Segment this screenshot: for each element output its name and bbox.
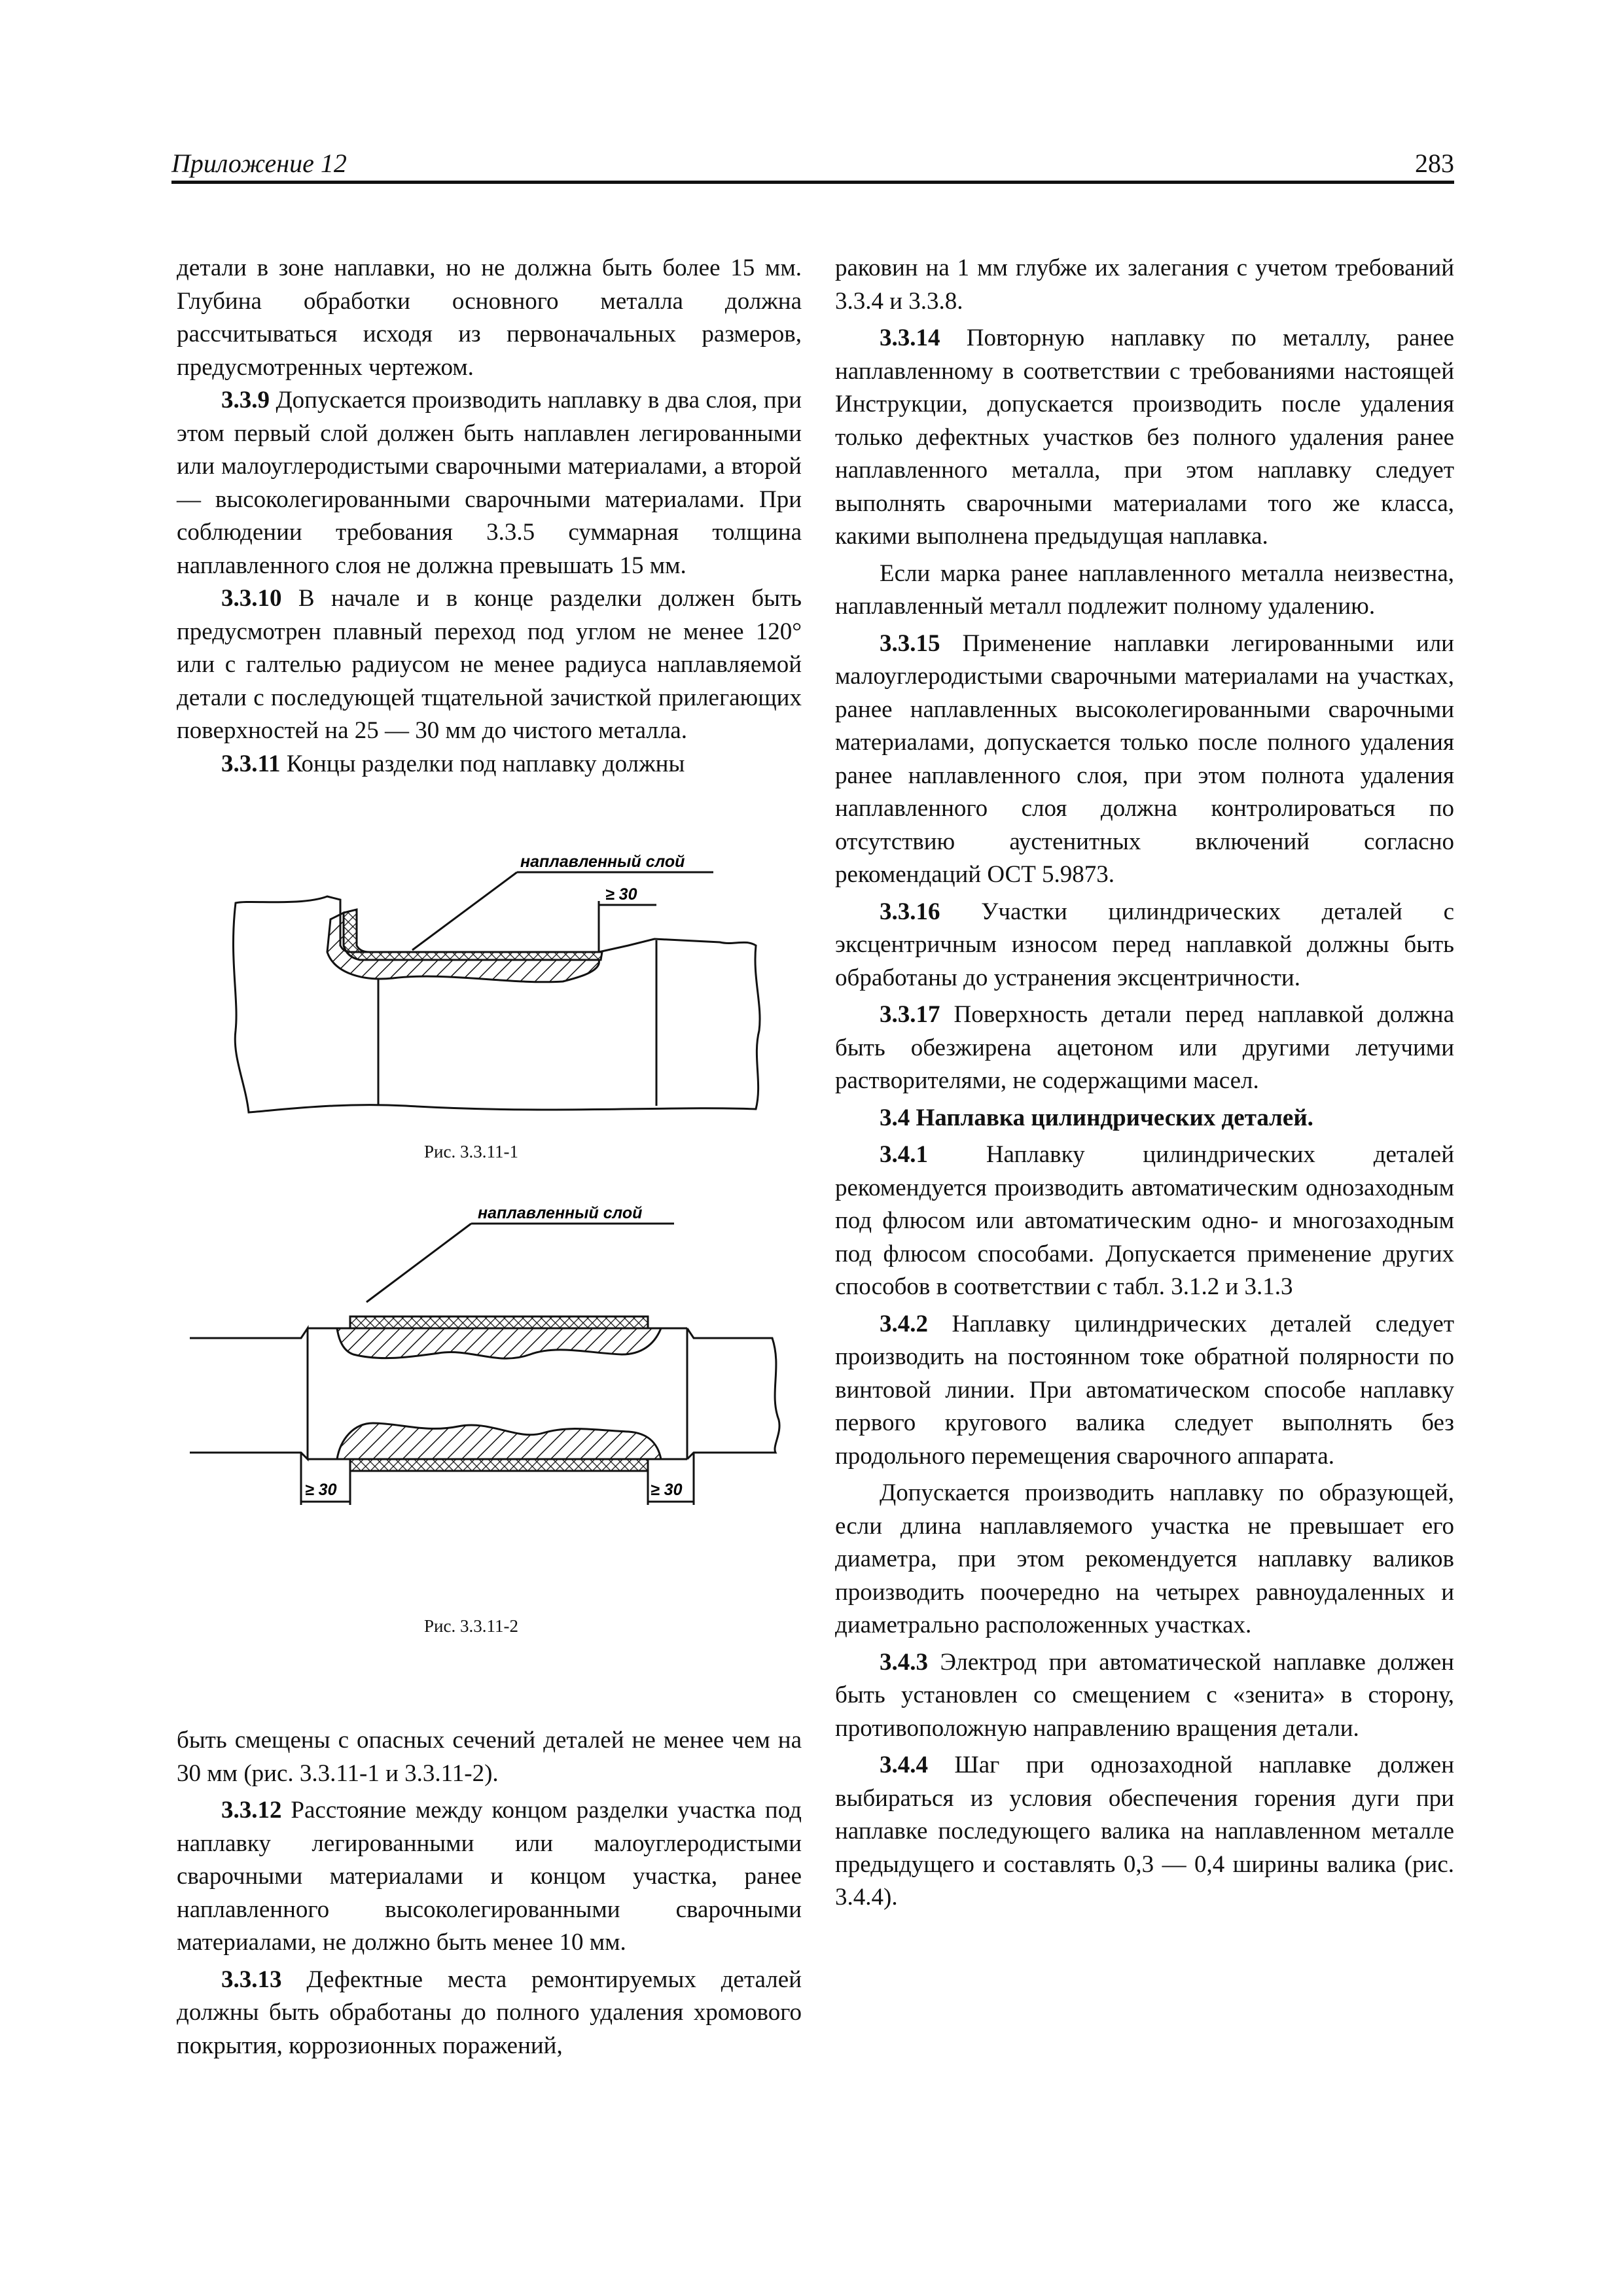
paragraph-3-3-9: 3.3.9 Допускается производить наплавку в два слоя, при этом первый слой должен быть наплавлен легированными или малоуглеродистыми сварочными материалами, а второй — высоколегированными сварочными материалами. При соблюдении требования 3.3.5 суммарная толщина наплавленного слоя не должна превышать 15 мм. — [177, 387, 802, 579]
paragraph-3-4-3: 3.4.3 Электрод при автоматической наплавке должен быть установлен со смещением с «зенита» в сторону, противоположную направлению вращения детали. — [835, 1648, 1454, 1742]
paragraph: Если марка ранее наплавленного металла неизвестна, наплавленный металл подлежит полному удалению. — [835, 559, 1454, 620]
paragraph: Допускается производить наплавку по образующей, если длина наплавляемого участка не превышает его диаметра, при этом рекомендуется наплавку валиков производить поочередно на четырех равноудаленных и диаметрально расположенных участках. — [835, 1479, 1454, 1638]
label-deposited-layer: наплавленный слой — [520, 853, 685, 871]
shaft-left — [190, 1328, 308, 1459]
left-column-bottom — [177, 1724, 802, 2062]
dimension-label-right: ≥ 30 — [651, 1481, 683, 1499]
paragraph-3-3-16: 3.3.16 Участки цилиндрических деталей с эксцентричным износом перед наплавкой должны быть обработаны до устранения эксцентричности. — [835, 898, 1454, 991]
paragraph-3-3-12: 3.3.12 Расстояние между концом разделки участка под наплавку легированными или малоуглеродистыми сварочными материалами и концом участка, ранее наплавленного высоколегированными сварочными материалами, не должно быть менее 10 мм. — [177, 1797, 802, 1956]
hatched-zone-top — [337, 1328, 661, 1358]
shaft-right — [687, 1328, 779, 1459]
paragraph-3-3-15: 3.3.15 Применение наплавки легированными или малоуглеродистыми сварочными материалами на участках, ранее наплавленных высоколегированными сварочными материалами, допускается только после полного удаления ранее наплавленного слоя, при этом полнота удаления наплавленного слоя должна контролироваться по отсутствию аустенитных включений согласно рекомендаций ОСТ 5.9873. — [835, 629, 1454, 888]
label-deposited-layer: наплавленный слой — [478, 1204, 643, 1222]
hatched-zone — [327, 913, 599, 982]
paragraph-3-3-17: 3.3.17 Поверхность детали перед наплавкой должна быть обезжирена ацетоном или другими летучими растворителями, не содержащими масел. — [835, 1001, 1454, 1094]
page-number: 283 — [1415, 149, 1454, 178]
dimension-label: ≥ 30 — [605, 885, 637, 904]
page-header — [171, 145, 1454, 184]
dimension-label-left: ≥ 30 — [305, 1481, 337, 1499]
paragraph-3-3-11: 3.3.11 Концы разделки под наплавку должны — [221, 750, 685, 777]
hatched-zone-bottom — [337, 1423, 661, 1459]
figure-3-3-11-1 — [209, 847, 798, 1135]
part-outline — [233, 896, 760, 1112]
paragraph-3-4-2: 3.4.2 Наплавку цилиндрических деталей следует производить на постоянном токе обратной полярности по винтовой линии. При автоматическом способе наплавку первого кругового валика следует выполнять без продольного перемещения сварочного аппарата. — [835, 1310, 1454, 1470]
left-column-top — [177, 252, 802, 781]
paragraph-3-3-14: 3.3.14 Повторную наплавку по металлу, ранее наплавленному в соответствии с требованиями настоящей Инструкции, допускается производить после удаления только дефектных участков без полного удаления ранее наплавленного металла, при этом наплавку следует выполнять сварочными материалами того же класса, какими выполнена предыдущая наплавка. — [835, 325, 1454, 550]
running-title: Приложение 12 — [171, 149, 347, 178]
paragraph-3-4-1: 3.4.1 Наплавку цилиндрических деталей рекомендуется производить автоматическим однозаходным под флюсом или автоматическим одно- и многозаходным под флюсом способами. Допускается применение других способов в соответствии с табл. 3.1.2 и 3.1.3 — [835, 1141, 1454, 1300]
paragraph: детали в зоне наплавки, но не должна быть более 15 мм. Глубина обработки основного металла должна рассчитываться исходя из первоначальных размеров, предусмотренных чертежом. — [177, 255, 802, 381]
section-heading-3-4: 3.4 Наплавка цилиндрических деталей. — [880, 1104, 1313, 1131]
right-column — [835, 252, 1454, 1915]
paragraph-3-3-10: 3.3.10 В начале и в конце разделки должен быть предусмотрен плавный переход под углом не менее 120° или с галтелью радиусом не менее радиуса наплавляемой детали с последующей тщательной зачисткой прилегающих поверхностей на 25 — 30 мм до чистого металла. — [177, 585, 802, 744]
paragraph: раковин на 1 мм глубже их залегания с учетом требований 3.3.4 и 3.3.8. — [835, 255, 1454, 315]
figure-caption: Рис. 3.3.11-2 — [424, 1616, 518, 1636]
deposited-layer-top — [350, 1316, 648, 1328]
deposited-layer-bottom — [350, 1459, 648, 1471]
paragraph-3-4-4: 3.4.4 Шаг при однозаходной наплавке должен выбираться из условия обеспечения горения дуги при наплавке последующего валика на наплавленном металле предыдущего и составлять 0,3 — 0,4 ширины валика (рис. 3.4.4). — [835, 1752, 1454, 1911]
deposited-layer — [344, 910, 602, 960]
figure-caption: Рис. 3.3.11-1 — [424, 1142, 518, 1161]
paragraph-3-3-13: 3.3.13 Дефектные места ремонтируемых деталей должны быть обработаны до полного удаления хромового покрытия, коррозионных поражений, — [177, 1966, 802, 2059]
paragraph: быть смещены с опасных сечений деталей не менее чем на 30 мм (рис. 3.3.11-1 и 3.3.11-2). — [177, 1727, 802, 1787]
figure-3-3-11-2 — [190, 1197, 805, 1564]
